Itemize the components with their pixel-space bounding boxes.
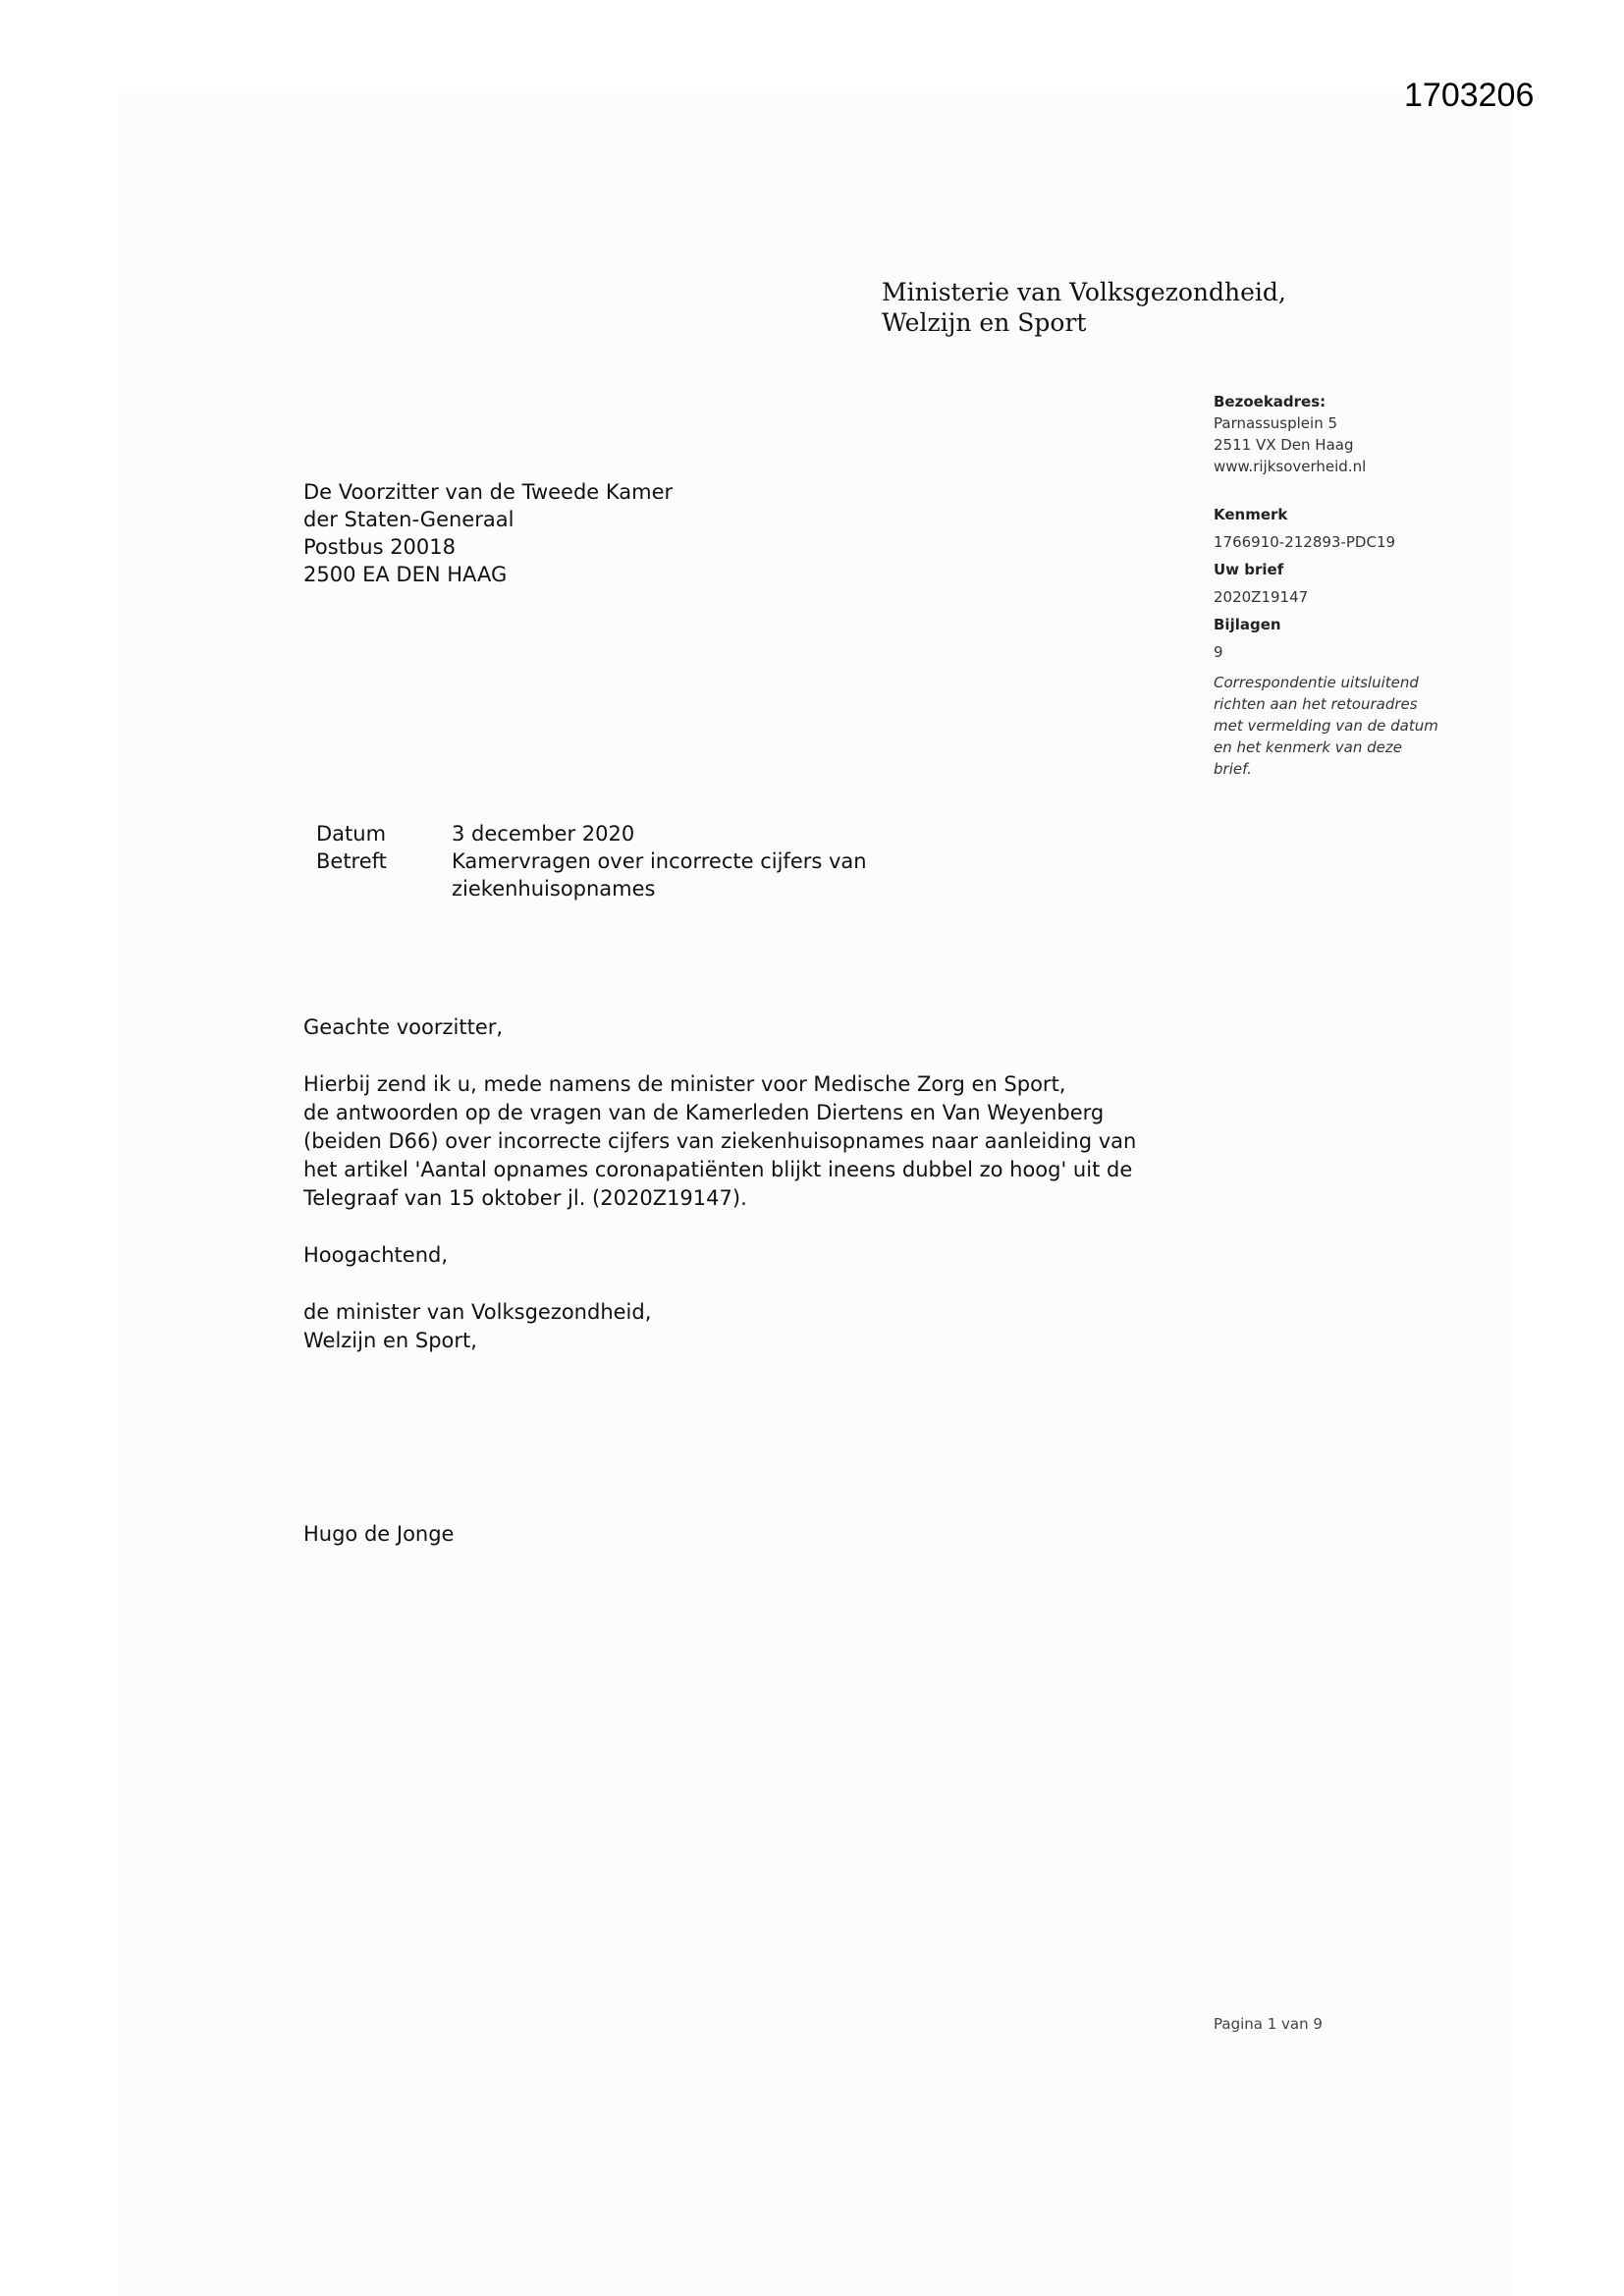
note-line: Correspondentie uitsluitend bbox=[1214, 674, 1419, 691]
correspondence-note bbox=[1214, 672, 1469, 780]
datum-label: Datum bbox=[316, 822, 387, 846]
sidebar-info bbox=[1214, 391, 1469, 780]
letter-body bbox=[303, 1013, 1187, 1355]
datum-row bbox=[316, 820, 867, 847]
paragraph-line: Telegraaf van 15 oktober jl. (2020Z19147). bbox=[303, 1186, 747, 1210]
main-paragraph bbox=[303, 1070, 1187, 1213]
document-number: 1703206 bbox=[1404, 77, 1535, 114]
addressee-line: 2500 EA DEN HAAG bbox=[303, 563, 508, 586]
note-line: brief. bbox=[1214, 760, 1252, 778]
visit-website: www.rijksoverheid.nl bbox=[1214, 458, 1367, 475]
visit-street: Parnassusplein 5 bbox=[1214, 414, 1338, 432]
betreft-row bbox=[316, 847, 867, 902]
bijlagen-label: Bijlagen bbox=[1214, 616, 1281, 633]
ministry-line-2: Welzijn en Sport bbox=[882, 308, 1087, 337]
addressee-line: der Staten-Generaal bbox=[303, 508, 514, 531]
paragraph-line: Hierbij zend ik u, mede namens de minister voor Medische Zorg en Sport, bbox=[303, 1072, 1066, 1096]
ministry-line-1: Ministerie van Volksgezondheid, bbox=[882, 278, 1286, 306]
addressee-line: De Voorzitter van de Tweede Kamer bbox=[303, 480, 674, 504]
betreft-line-1: Kamervragen over incorrecte cijfers van bbox=[452, 849, 867, 873]
paragraph-line: (beiden D66) over incorrecte cijfers van ziekenhuisopnames naar aanleiding van bbox=[303, 1129, 1137, 1153]
note-line: en het kenmerk van deze bbox=[1214, 738, 1402, 756]
visit-city: 2511 VX Den Haag bbox=[1214, 436, 1354, 454]
role-line-1: de minister van Volksgezondheid, bbox=[303, 1300, 652, 1324]
salutation: Geachte voorzitter, bbox=[303, 1015, 504, 1039]
letter-meta bbox=[316, 820, 867, 902]
role-line-2: Welzijn en Sport, bbox=[303, 1329, 477, 1352]
paragraph-line: het artikel 'Aantal opnames coronapatiënten blijkt ineens dubbel zo hoog' uit de bbox=[303, 1158, 1133, 1181]
ministry-logo-text bbox=[882, 277, 1286, 338]
page-number: Pagina 1 van 9 bbox=[1214, 2015, 1323, 2033]
betreft-label: Betreft bbox=[316, 849, 387, 873]
addressee-block bbox=[303, 478, 673, 588]
note-line: richten aan het retouradres bbox=[1214, 695, 1418, 713]
closing: Hoogachtend, bbox=[303, 1243, 449, 1267]
kenmerk-value: 1766910-212893-PDC19 bbox=[1214, 533, 1396, 551]
uw-brief-label: Uw brief bbox=[1214, 561, 1284, 578]
uw-brief-value: 2020Z19147 bbox=[1214, 588, 1309, 606]
betreft-value bbox=[452, 847, 867, 902]
datum-value: 3 december 2020 bbox=[452, 822, 635, 846]
betreft-line-2: ziekenhuisopnames bbox=[452, 877, 656, 901]
addressee-line: Postbus 20018 bbox=[303, 535, 456, 559]
note-line: met vermelding van de datum bbox=[1214, 717, 1438, 735]
kenmerk-label: Kenmerk bbox=[1214, 506, 1288, 523]
signer-role bbox=[303, 1298, 1187, 1355]
paragraph-line: de antwoorden op de vragen van de Kamerleden Diertens en Van Weyenberg bbox=[303, 1101, 1105, 1124]
visit-address-label: Bezoekadres: bbox=[1214, 393, 1326, 410]
signer-name: Hugo de Jonge bbox=[303, 1522, 455, 1546]
bijlagen-value: 9 bbox=[1214, 643, 1223, 661]
